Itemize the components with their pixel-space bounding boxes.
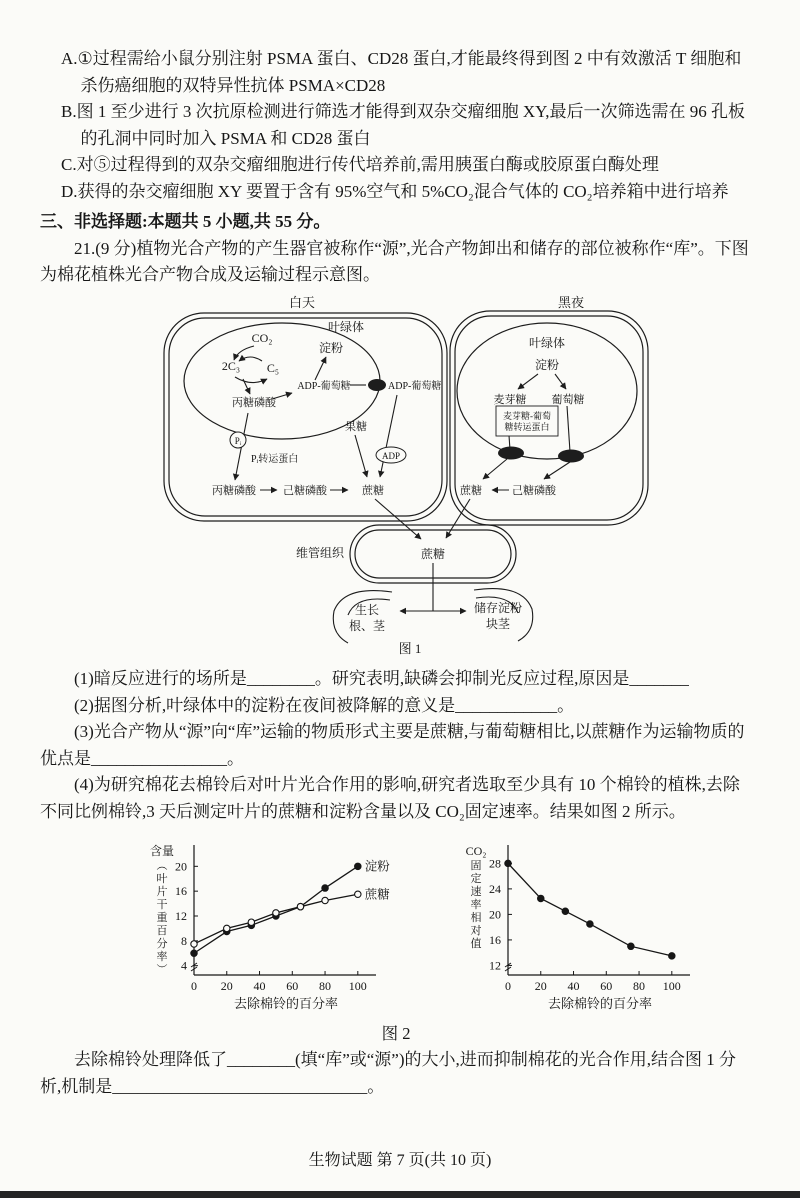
data-point bbox=[628, 943, 634, 949]
triose-phosphate-inside-label: 丙糖磷酸 bbox=[232, 396, 276, 409]
question-21-sub4: (4)为研究棉花去棉铃后对叶片光合作用的影响,研究者选取至少具有 10 个棉铃的植株,去除不同比例棉铃,3 天后测定叶片的蔗糖和淀粉含量以及 CO₂固定速率。结果如图 2 所示。 bbox=[40, 775, 740, 821]
figure-2-caption: 图 2 bbox=[381, 1024, 411, 1044]
data-point bbox=[538, 896, 544, 902]
data-point bbox=[355, 891, 361, 897]
question-21-closing: 去除棉铃处理降低了________(填“库”或“源”)的大小,进而抑制棉花的光合作用,结合图 1 分析,机制是______________________________。 bbox=[40, 1049, 737, 1096]
y-axis-label-char: 干 bbox=[156, 899, 168, 912]
option-d: D.获得的杂交瘤细胞 XY 要置于含有 95%空气和 5%CO₂混合气体的 CO₂培养箱中进行培养 bbox=[61, 181, 729, 201]
maltose-label: 麦芽糖 bbox=[493, 393, 527, 406]
y-tick-label: 28 bbox=[489, 856, 501, 871]
adp-glucose-outside-label: ADP-葡萄糖 bbox=[388, 380, 442, 392]
x-tick-label: 0 bbox=[505, 979, 511, 994]
x-tick-label: 40 bbox=[253, 979, 266, 994]
data-point bbox=[322, 885, 328, 891]
option-b: B.图 1 至少进行 3 次抗原检测进行筛选才能得到双杂交瘤细胞 XY,最后一次筛选需在 96 孔板的孔洞中同时加入 PSMA 和 CD28 蛋白 bbox=[61, 102, 745, 148]
c3-label: 2C₃ bbox=[221, 358, 241, 373]
glucose-label: 葡萄糖 bbox=[551, 393, 585, 406]
y-axis-label-char: 值 bbox=[470, 938, 482, 951]
data-point bbox=[355, 863, 361, 869]
content-line-chart bbox=[132, 833, 422, 1021]
y-axis-label-char: 重 bbox=[156, 912, 168, 925]
starch-left-label: 淀粉 bbox=[318, 340, 344, 355]
data-point bbox=[248, 919, 254, 925]
co2-fixation-line-chart bbox=[448, 833, 728, 1021]
sucrose-vascular-label: 蔗糖 bbox=[420, 546, 446, 561]
x-tick-label: 60 bbox=[286, 979, 299, 994]
pi-transporter-label: Pᵢ转运蛋白 bbox=[251, 453, 299, 465]
maltose-transporter-icon bbox=[498, 446, 524, 459]
data-point bbox=[191, 941, 197, 947]
series-label: 蔗糖 bbox=[364, 887, 390, 902]
x-tick-label: 60 bbox=[600, 979, 613, 994]
data-point bbox=[322, 898, 328, 904]
chloroplast-right-label: 叶绿体 bbox=[528, 335, 566, 350]
store-starch-label: 储存淀粉 bbox=[473, 600, 523, 615]
hexose-phosphate-left-label: 己糖磷酸 bbox=[283, 484, 327, 497]
co2-label: CO₂ bbox=[251, 330, 273, 345]
option-c: C.对⑤过程得到的双杂交瘤细胞进行传代培养前,需用胰蛋白酶或胶原蛋白酶处理 bbox=[61, 155, 659, 175]
series-label: 淀粉 bbox=[364, 859, 390, 874]
section-heading: 三、非选择题:本题共 5 小题,共 55 分。 bbox=[40, 212, 331, 232]
y-tick-label: 24 bbox=[489, 882, 501, 897]
fructose-label: 果糖 bbox=[345, 420, 367, 433]
y-axis-label-char: 叶 bbox=[156, 873, 168, 886]
left-cell-arrows bbox=[234, 346, 421, 539]
sucrose-left-label: 蔗糖 bbox=[362, 484, 384, 497]
x-tick-label: 40 bbox=[567, 979, 580, 994]
transporter-box-line1: 麦芽糖-葡萄 bbox=[503, 410, 551, 421]
y-tick-label: 12 bbox=[175, 909, 187, 924]
membrane-transporter-icon bbox=[368, 379, 386, 391]
right-cell-arrows-lower bbox=[446, 459, 570, 538]
question-21-sub1: (1)暗反应进行的场所是________。研究表明,缺磷会抑制光反应过程,原因是_______ bbox=[74, 669, 689, 689]
x-axis-label: 去除棉铃的百分率 bbox=[547, 996, 653, 1012]
y-axis-label-char: 速 bbox=[470, 886, 482, 899]
growth-label: 生长 bbox=[354, 602, 380, 617]
y-axis-label-char: ︶ bbox=[156, 964, 168, 977]
y-tick-label: 4 bbox=[181, 958, 187, 973]
data-point bbox=[273, 910, 279, 916]
adp-glucose-inside-label: ADP-葡萄糖 bbox=[297, 380, 351, 392]
x-axis-label: 去除棉铃的百分率 bbox=[233, 996, 339, 1012]
y-axis-label-char: 百 bbox=[156, 925, 168, 938]
vascular-tissue-label: 维管组织 bbox=[295, 545, 344, 560]
question-21-sub2: (2)据图分析,叶绿体中的淀粉在夜间被降解的意义是____________。 bbox=[74, 695, 575, 715]
data-point bbox=[297, 904, 303, 910]
photosynthesis-transport-diagram bbox=[134, 293, 674, 658]
hexose-phosphate-right-label: 己糖磷酸 bbox=[512, 484, 556, 497]
y-axis-label-char: ︵ bbox=[156, 860, 168, 873]
night-label: 黑夜 bbox=[557, 294, 585, 310]
y-axis-label-head: 含量 bbox=[149, 844, 175, 859]
scan-edge-artifact bbox=[0, 1191, 800, 1198]
x-tick-label: 0 bbox=[191, 979, 197, 994]
c5-label: C₅ bbox=[266, 360, 280, 375]
starch-right-label: 淀粉 bbox=[534, 357, 560, 372]
glucose-transporter-icon bbox=[558, 449, 584, 462]
y-axis-label-char: 片 bbox=[156, 886, 168, 899]
x-tick-label: 20 bbox=[220, 979, 233, 994]
y-axis-label-char: 率 bbox=[470, 899, 482, 912]
y-tick-label: 20 bbox=[175, 859, 187, 874]
y-tick-label: 16 bbox=[175, 884, 187, 899]
data-point bbox=[562, 908, 568, 914]
y-tick-label: 20 bbox=[489, 907, 501, 922]
y-axis-label-char: 分 bbox=[156, 938, 168, 951]
data-point bbox=[224, 925, 230, 931]
data-point bbox=[505, 860, 511, 866]
x-tick-label: 80 bbox=[633, 979, 646, 994]
figure-1-caption: 图 1 bbox=[398, 640, 422, 656]
chloroplast-left-label: 叶绿体 bbox=[327, 319, 365, 334]
data-point bbox=[191, 950, 197, 956]
pi-label: Pᵢ bbox=[234, 435, 242, 446]
x-tick-label: 100 bbox=[662, 979, 681, 994]
option-a: A.①过程需给小鼠分别注射 PSMA 蛋白、CD28 蛋白,才能最终得到图 2 中有效激活 T 细胞和杀伤癌细胞的双特异性抗体 PSMA×CD28 bbox=[61, 49, 742, 95]
figure-1-diagram bbox=[134, 293, 752, 667]
sucrose-right-label: 蔗糖 bbox=[460, 484, 482, 497]
data-point bbox=[587, 921, 593, 927]
y-tick-label: 16 bbox=[489, 933, 501, 948]
roots-stems-label: 根、茎 bbox=[348, 618, 386, 633]
y-axis-label-char: 固 bbox=[470, 860, 482, 873]
question-21-sub3: (3)光合产物从“源”向“库”运输的物质形式主要是蔗糖,与葡萄糖相比,以蔗糖作为运输物质的优点是________________。 bbox=[40, 722, 745, 768]
y-axis-label-head: CO₂ bbox=[465, 844, 487, 859]
question-21-intro: 21.(9 分)植物光合产物的产生器官被称作“源”,光合产物卸出和储存的部位被称作“库”。下图为棉花植株光合产物合成及运输过程示意图。 bbox=[40, 238, 749, 285]
x-tick-label: 100 bbox=[348, 979, 367, 994]
y-axis-label-char: 率 bbox=[156, 951, 168, 964]
daytime-label: 白天 bbox=[288, 294, 316, 310]
figure-2-charts bbox=[132, 833, 752, 1021]
adp-label: ADP bbox=[381, 450, 401, 461]
page-footer: 生物试题 第 7 页(共 10 页) bbox=[308, 1152, 492, 1170]
y-axis-label-char: 定 bbox=[470, 873, 482, 886]
transporter-box-line2: 糖转运蛋白 bbox=[504, 421, 550, 432]
data-point bbox=[669, 953, 675, 959]
y-axis-label-char: 对 bbox=[470, 925, 482, 938]
x-tick-label: 80 bbox=[319, 979, 332, 994]
triose-phosphate-cytosol-label: 丙糖磷酸 bbox=[212, 484, 256, 497]
y-tick-label: 12 bbox=[489, 958, 501, 973]
series-line bbox=[508, 864, 672, 956]
x-tick-label: 20 bbox=[534, 979, 547, 994]
y-tick-label: 8 bbox=[181, 934, 187, 949]
y-axis-label-char: 相 bbox=[470, 912, 482, 925]
sink-arrows bbox=[400, 563, 466, 611]
tuber-label: 块茎 bbox=[485, 616, 511, 631]
